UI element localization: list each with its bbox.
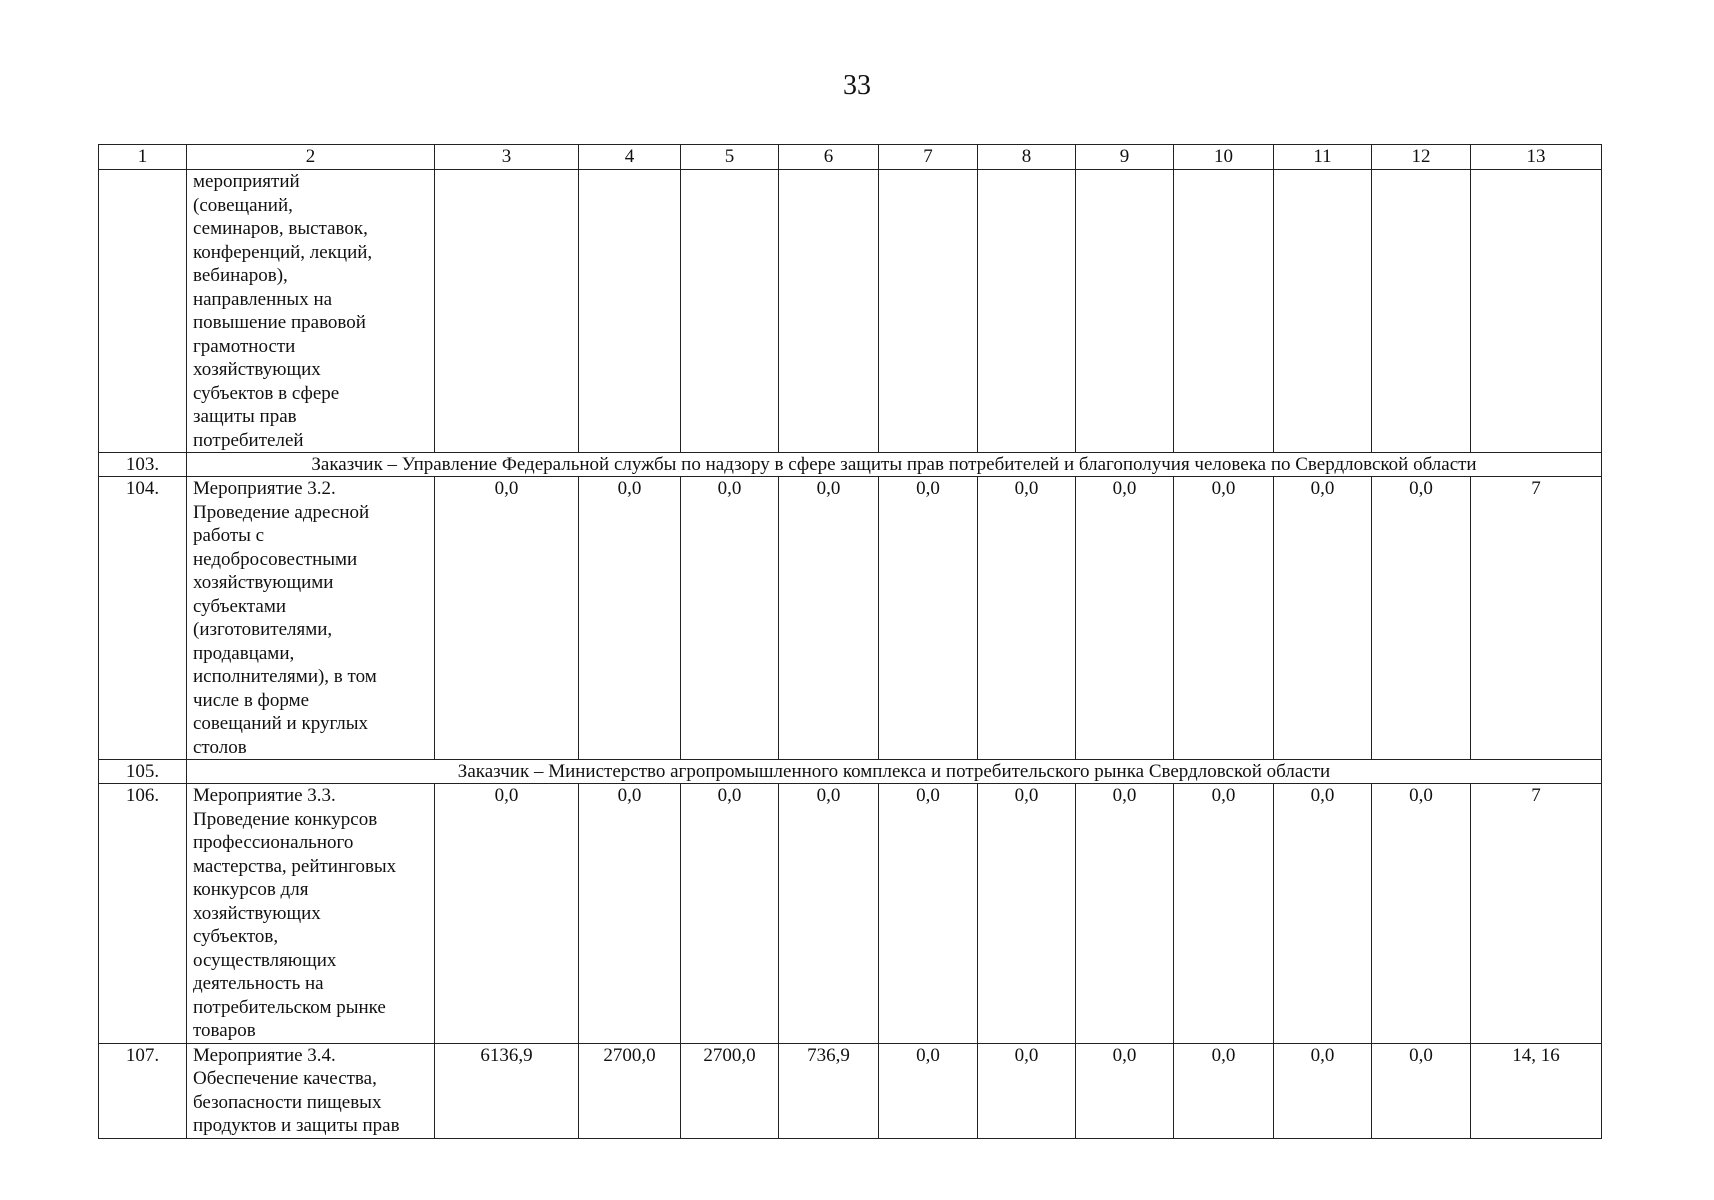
value-cell: 0,0 [879, 477, 978, 760]
indicator-ref-cell: 7 [1471, 784, 1602, 1044]
column-header: 6 [779, 145, 879, 170]
indicator-ref-cell: 7 [1471, 477, 1602, 760]
column-header: 1 [99, 145, 187, 170]
value-cell: 0,0 [1372, 477, 1471, 760]
indicator-ref-cell [1471, 170, 1602, 453]
value-cell: 0,0 [1076, 1043, 1174, 1138]
value-cell [879, 170, 978, 453]
customer-label: Заказчик – Управление Федеральной службы по надзору в сфере защиты прав потребителей и благополучия человека по Свердловской области [187, 453, 1602, 477]
value-cell: 0,0 [1274, 477, 1372, 760]
row-number: 104. [99, 477, 187, 760]
column-header: 13 [1471, 145, 1602, 170]
value-cell: 0,0 [1174, 477, 1274, 760]
row-number [99, 170, 187, 453]
value-cell [978, 170, 1076, 453]
activity-description: Мероприятие 3.4. Обеспечение качества, безопасности пищевых продуктов и защиты прав [187, 1043, 435, 1138]
program-table [98, 144, 1602, 1139]
column-header: 7 [879, 145, 978, 170]
indicator-ref-cell: 14, 16 [1471, 1043, 1602, 1138]
value-cell: 0,0 [681, 784, 779, 1044]
row-number: 106. [99, 784, 187, 1044]
table-header-row [99, 145, 1602, 170]
column-header: 8 [978, 145, 1076, 170]
customer-row [99, 760, 1602, 784]
value-cell [435, 170, 579, 453]
value-cell: 0,0 [1076, 477, 1174, 760]
column-header: 3 [435, 145, 579, 170]
table-row [99, 170, 1602, 453]
value-cell: 0,0 [435, 784, 579, 1044]
value-cell: 0,0 [1174, 784, 1274, 1044]
customer-label: Заказчик – Министерство агропромышленного комплекса и потребительского рынка Свердловской области [187, 760, 1602, 784]
row-number: 105. [99, 760, 187, 784]
value-cell: 2700,0 [681, 1043, 779, 1138]
column-header: 5 [681, 145, 779, 170]
column-header: 11 [1274, 145, 1372, 170]
value-cell: 0,0 [879, 784, 978, 1044]
column-header: 9 [1076, 145, 1174, 170]
value-cell: 0,0 [579, 784, 681, 1044]
value-cell: 0,0 [1372, 1043, 1471, 1138]
value-cell: 0,0 [1076, 784, 1174, 1044]
value-cell: 0,0 [779, 477, 879, 760]
value-cell [1372, 170, 1471, 453]
value-cell [681, 170, 779, 453]
column-header: 10 [1174, 145, 1274, 170]
value-cell: 0,0 [879, 1043, 978, 1138]
activity-description: Мероприятие 3.2. Проведение адресной работы с недобросовестными хозяйствующими субъектами (изготовителями, продавцами, исполнителями), в том числе в форме совещаний и круглых столов [187, 477, 435, 760]
value-cell: 0,0 [579, 477, 681, 760]
value-cell: 6136,9 [435, 1043, 579, 1138]
value-cell: 0,0 [978, 784, 1076, 1044]
value-cell: 0,0 [779, 784, 879, 1044]
row-number: 107. [99, 1043, 187, 1138]
column-header: 12 [1372, 145, 1471, 170]
value-cell: 0,0 [1274, 1043, 1372, 1138]
value-cell: 736,9 [779, 1043, 879, 1138]
page-number: 33 [843, 70, 871, 101]
column-header: 2 [187, 145, 435, 170]
table-row [99, 477, 1602, 760]
value-cell: 0,0 [435, 477, 579, 760]
row-number: 103. [99, 453, 187, 477]
value-cell: 0,0 [681, 477, 779, 760]
value-cell: 0,0 [1274, 784, 1372, 1044]
value-cell [1076, 170, 1174, 453]
value-cell: 0,0 [1174, 1043, 1274, 1138]
value-cell: 2700,0 [579, 1043, 681, 1138]
value-cell [1174, 170, 1274, 453]
value-cell: 0,0 [978, 477, 1076, 760]
value-cell [1274, 170, 1372, 453]
activity-description: Мероприятие 3.3. Проведение конкурсов профессионального мастерства, рейтинговых конкурсов для хозяйствующих субъектов, осуществляющих деятельность на потребительском рынке товаров [187, 784, 435, 1044]
column-header: 4 [579, 145, 681, 170]
customer-row [99, 453, 1602, 477]
value-cell: 0,0 [978, 1043, 1076, 1138]
value-cell [779, 170, 879, 453]
activity-description: мероприятий (совещаний, семинаров, выставок, конференций, лекций, вебинаров), направленных на повышение правовой грамотности хозяйствующих субъектов в сфере защиты прав потребителей [187, 170, 435, 453]
table-row [99, 784, 1602, 1044]
value-cell: 0,0 [1372, 784, 1471, 1044]
table-row [99, 1043, 1602, 1138]
value-cell [579, 170, 681, 453]
